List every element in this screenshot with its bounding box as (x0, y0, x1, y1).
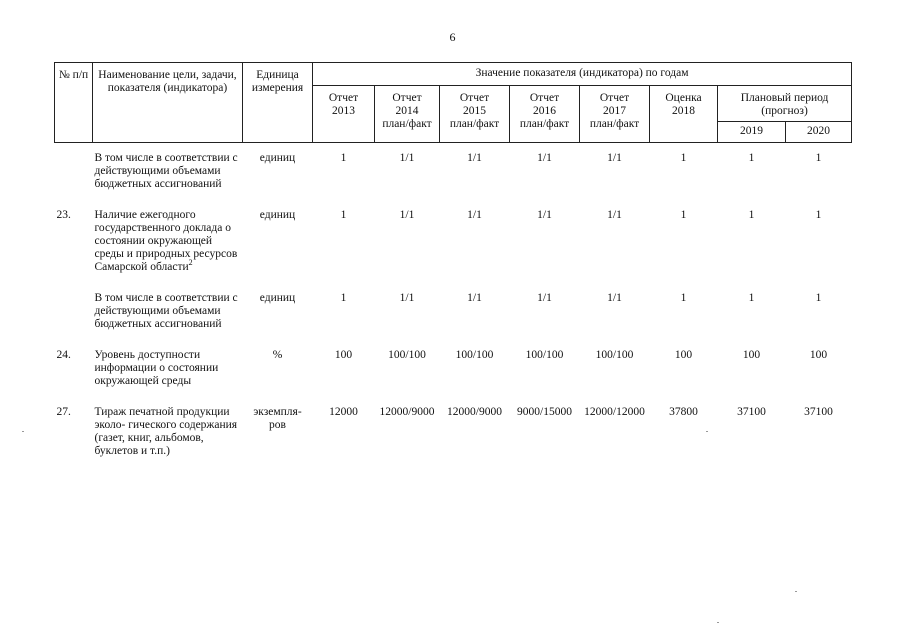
row-value-2018: 100 (674, 349, 693, 361)
row-name: В том числе в соответствии с действующими объемами бюджетных ассигнований (94, 292, 238, 330)
header-year-label: Отчет (599, 92, 630, 104)
row-name: Уровень доступности информации о состоянии окружающей среды (94, 349, 219, 387)
header-year-note: план/факт (382, 118, 432, 130)
row-name: Тираж печатной продукции эколо- гического содержания (газет, книг, альбомов, буклетов и т.п.) (94, 406, 238, 457)
header-year-value: 2017 (603, 105, 626, 117)
table-row (55, 274, 852, 331)
header-plan-period: Плановый период (прогноз) (718, 86, 852, 122)
scan-speck (706, 431, 708, 432)
header-year-value: 2016 (533, 105, 556, 117)
table-row (55, 191, 852, 274)
header-year-value: 2018 (672, 105, 695, 117)
row-value-2020: 1 (815, 152, 822, 164)
table-row (55, 143, 852, 192)
row-value-2013: 100 (334, 349, 353, 361)
scan-speck (22, 431, 24, 432)
row-value-2016: 9000/15000 (517, 406, 572, 418)
header-plan-year-2019: 2019 (718, 122, 786, 143)
row-value-2015: 1/1 (467, 292, 482, 304)
row-name-cell (93, 191, 243, 274)
header-year-2014 (375, 86, 440, 143)
header-year-label: Отчет (529, 92, 560, 104)
header-year-note: план/факт (589, 118, 640, 130)
row-value-2017: 1/1 (607, 152, 622, 164)
header-group: Значение показателя (индикатора) по годам (313, 63, 852, 86)
header-year-value: 2015 (463, 105, 486, 117)
header-year-2015 (440, 86, 510, 143)
scan-speck (717, 622, 719, 623)
row-value-2018: 1 (680, 292, 687, 304)
row-value-2013: 1 (340, 209, 347, 221)
row-value-2013: 1 (340, 292, 347, 304)
row-num: 23. (56, 209, 71, 221)
row-value-2013: 12000 (329, 406, 358, 418)
header-year-label: Отчет (328, 92, 359, 104)
row-value-2015: 100/100 (455, 349, 494, 361)
row-name: Наличие ежегодного государственного доклада о состоянии окружающей среды и природных ресурсов Самарской области (94, 209, 238, 273)
row-value-2017: 12000/12000 (584, 406, 645, 418)
row-value-2013: 1 (340, 152, 347, 164)
header-year-value: 2014 (395, 105, 419, 117)
row-value-2020: 1 (815, 209, 822, 221)
row-unit: экземпля- ров (253, 406, 302, 431)
row-value-2020: 37100 (804, 406, 833, 418)
header-year-note: план/факт (449, 118, 500, 130)
header-year-label: Отчет (459, 92, 490, 104)
row-value-2014: 1/1 (399, 152, 415, 164)
header-year-2018 (650, 86, 718, 143)
row-value-2016: 1/1 (537, 152, 552, 164)
row-unit: % (272, 349, 283, 361)
row-value-2017: 100/100 (595, 349, 634, 361)
row-name: В том числе в соответствии с действующими объемами бюджетных ассигнований (94, 152, 238, 190)
row-value-2019: 37100 (737, 406, 766, 418)
header-year-label: Оценка (665, 92, 702, 104)
row-value-2020: 1 (815, 292, 822, 304)
row-unit: единиц (259, 152, 296, 164)
header-year-2013 (313, 86, 375, 143)
header-unit: Единица измерения (243, 63, 313, 143)
header-year-note: план/факт (519, 118, 570, 130)
header-year-label: Отчет (392, 92, 422, 104)
row-value-2015: 1/1 (467, 152, 482, 164)
indicator-table (54, 62, 852, 458)
row-num (55, 274, 93, 331)
header-num: № п/п (55, 63, 93, 143)
table-row (55, 331, 852, 388)
page-number: 6 (449, 30, 456, 44)
header-name: Наименование цели, задачи, показателя (индикатора) (93, 63, 243, 143)
row-num (55, 143, 93, 192)
row-value-2015: 12000/9000 (447, 406, 502, 418)
row-value-2014: 100/100 (388, 349, 426, 361)
row-value-2016: 1/1 (537, 292, 552, 304)
row-value-2020: 100 (809, 349, 828, 361)
header-year-2016 (510, 86, 580, 143)
row-value-2017: 1/1 (607, 209, 622, 221)
header-year-value: 2013 (332, 105, 355, 117)
header-year-2017 (580, 86, 650, 143)
row-value-2018: 1 (680, 152, 687, 164)
header-plan-year-2020: 2020 (786, 122, 852, 143)
row-value-2016: 100/100 (525, 349, 564, 361)
row-value-2018: 1 (680, 209, 687, 221)
row-num: 24. (56, 349, 71, 361)
row-value-2019: 1 (748, 209, 755, 221)
row-value-2019: 1 (748, 292, 755, 304)
row-num: 27. (56, 406, 71, 418)
footnote-mark: 2 (188, 258, 193, 268)
row-value-2015: 1/1 (467, 209, 482, 221)
row-value-2014: 1/1 (399, 292, 415, 304)
row-value-2019: 1 (748, 152, 755, 164)
row-unit: единиц (259, 292, 296, 304)
row-value-2017: 1/1 (607, 292, 622, 304)
row-value-2014: 12000/9000 (379, 406, 435, 418)
row-value-2014: 1/1 (399, 209, 415, 221)
scan-speck (795, 591, 797, 592)
table-row (55, 388, 852, 458)
row-unit: единиц (259, 209, 296, 221)
row-value-2019: 100 (742, 349, 761, 361)
row-value-2016: 1/1 (537, 209, 552, 221)
row-value-2018: 37800 (669, 406, 698, 418)
